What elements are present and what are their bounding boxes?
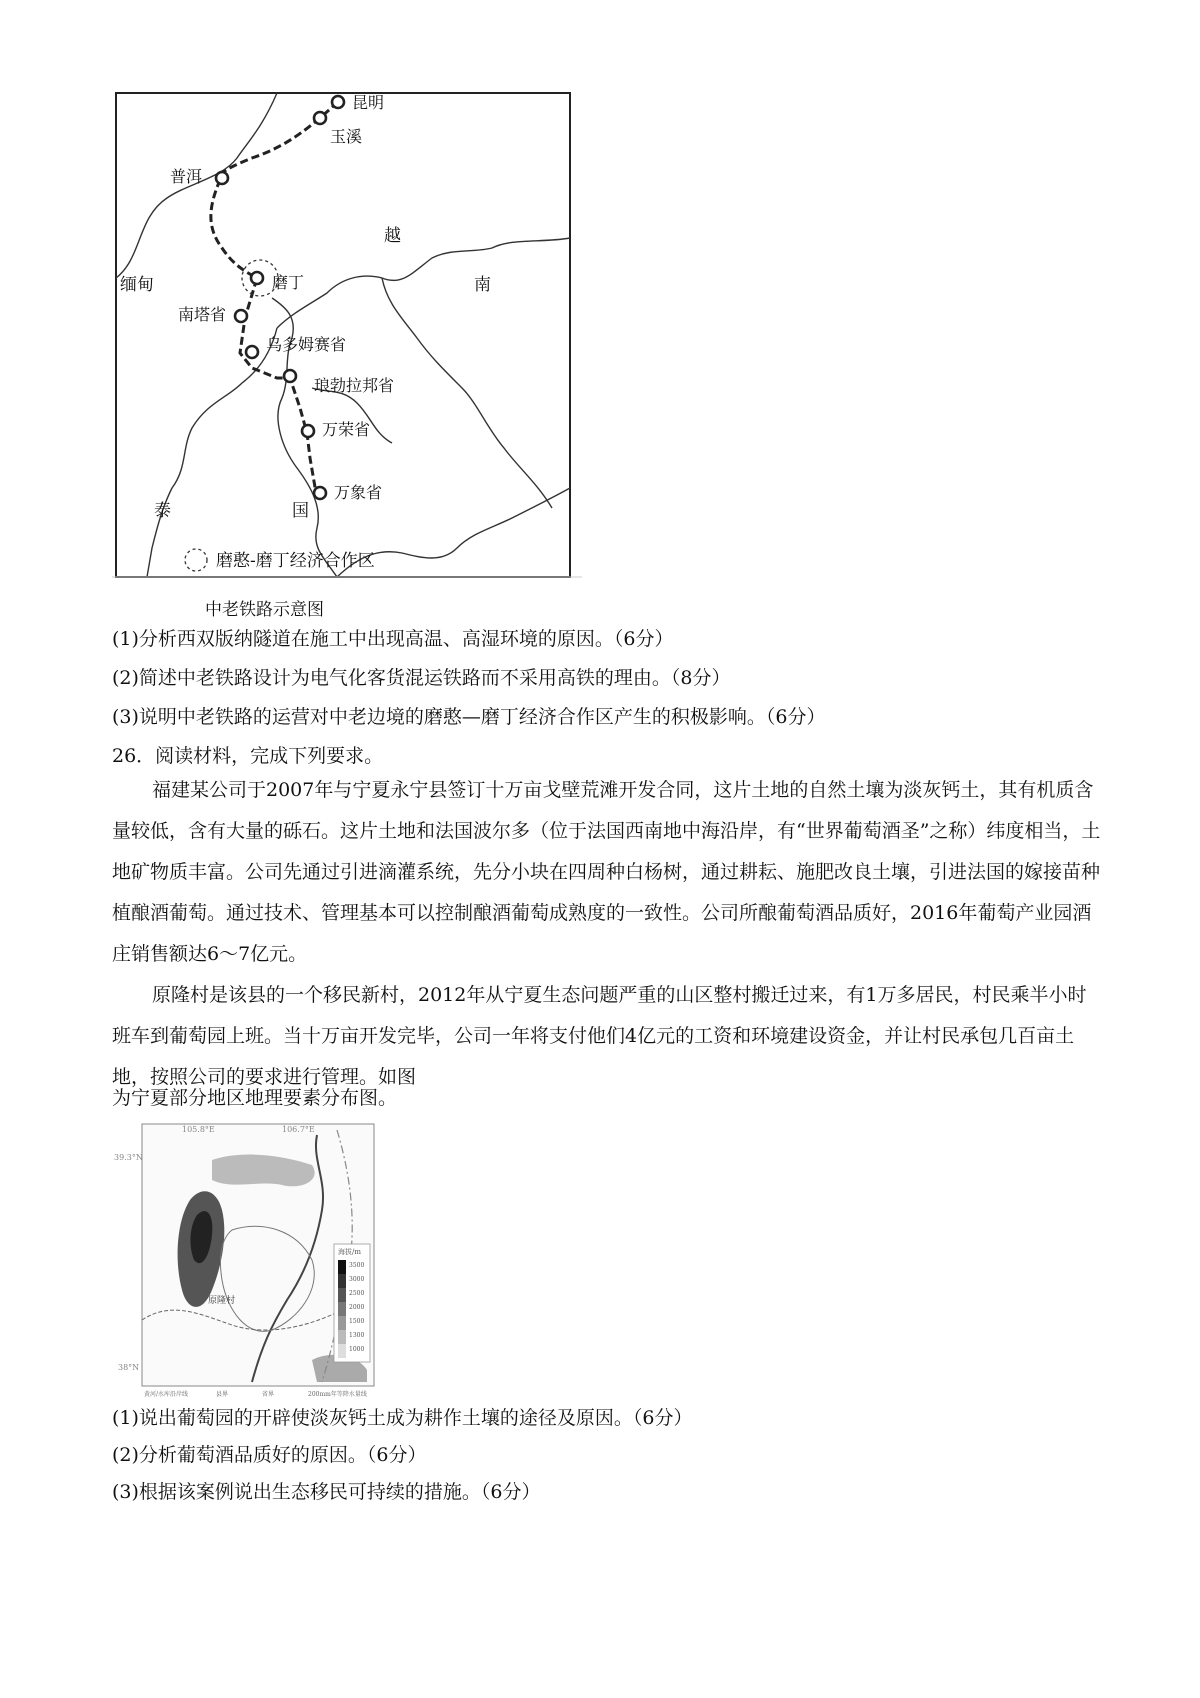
- border-line: [382, 278, 552, 508]
- station-label: 昆明: [352, 93, 385, 112]
- question-26-heading: 26．阅读材料，完成下列要求。: [112, 745, 384, 767]
- country-label: 越: [384, 226, 401, 246]
- elevation-legend: [334, 1244, 370, 1362]
- station-label: 磨丁: [272, 273, 305, 292]
- country-label: 缅甸: [120, 275, 154, 295]
- border-line: [277, 238, 570, 328]
- station-marker: [314, 112, 326, 124]
- elevation-value: 3500: [349, 1262, 365, 1269]
- latitude-label: 39.3°N: [114, 1153, 143, 1162]
- border-line: [147, 328, 277, 577]
- latitude-label: 38°N: [118, 1363, 140, 1372]
- station-marker: [251, 272, 263, 284]
- map-bottom-legend: 省界: [262, 1391, 275, 1398]
- map-bottom-legend: 县界: [216, 1391, 229, 1398]
- station-label: 普洱: [170, 167, 203, 186]
- station-marker: [235, 310, 247, 322]
- elevation-value: 2500: [349, 1290, 365, 1297]
- station-marker: [216, 172, 228, 184]
- question-25-2: (2)简述中老铁路设计为电气化客货混运铁路而不采用高铁的理由。（8分）: [112, 667, 731, 689]
- station-marker: [332, 96, 344, 108]
- country-label: 泰: [154, 501, 171, 521]
- question-26-1: (1)说出葡萄园的开辟使淡灰钙土成为耕作土壤的途径及原因。（6分）: [112, 1407, 693, 1429]
- station-label: 乌多姆赛省: [266, 335, 347, 354]
- legend-zone-icon: [185, 549, 207, 571]
- station-label: 玉溪: [330, 127, 363, 146]
- station-marker: [284, 370, 296, 382]
- elevation-value: 2000: [349, 1304, 365, 1311]
- question-26-2: (2)分析葡萄酒品质好的原因。（6分）: [112, 1444, 427, 1466]
- longitude-label: 106.7°E: [282, 1125, 315, 1134]
- elevation-value: 1300: [349, 1332, 365, 1339]
- station-label: 万荣省: [322, 420, 371, 439]
- elevation-legend-title: 海拔/m: [338, 1248, 361, 1256]
- station-marker: [302, 425, 314, 437]
- china-laos-railway-map: [112, 88, 582, 640]
- longitude-label: 105.8°E: [182, 1125, 215, 1134]
- country-label: 南: [474, 275, 491, 295]
- ningxia-geography-map: [112, 1120, 412, 1405]
- material-paragraph-1: 福建某公司于2007年与宁夏永宁县签订十万亩戈壁荒滩开发合同，这片土地的自然土壤为淡灰钙土，其有机质含量较低，含有大量的砾石。这片土地和法国波尔多（位于法国西南地中海沿岸，有“世界葡萄酒圣”之称）纬度相当，土地矿物质丰富。公司先通过引进滴灌系统，先分小块在四周种白杨树，通过耕耘、施肥改良土壤，引进法国的嫁接苗种植酿酒葡萄。通过技术、管理基本可以控制酿酒葡萄成熟度的一致性。公司所酿葡萄酒品质好，2016年葡萄产业园酒庄销售额达6～7亿元。: [112, 779, 1101, 965]
- station-marker: [314, 487, 326, 499]
- station-label: 万象省: [334, 483, 383, 502]
- country-label: 国: [292, 501, 309, 521]
- elevation-value: 1500: [349, 1318, 365, 1325]
- village-label: 原隆村: [208, 1296, 236, 1306]
- station-label: 南塔省: [178, 305, 227, 324]
- legend-label: 磨憨-磨丁经济合作区: [216, 551, 375, 571]
- material-paragraph-3: 为宁夏部分地区地理要素分布图。: [112, 1087, 398, 1109]
- elevation-value: 1000: [349, 1346, 365, 1353]
- question-25-3: (3)说明中老铁路的运营对中老边境的磨憨—磨丁经济合作区产生的积极影响。（6分）: [112, 706, 826, 728]
- map-bottom-legend: 200mm年等降水量线: [308, 1391, 367, 1398]
- elevation-value: 3000: [349, 1276, 365, 1283]
- map-caption: 中老铁路示意图: [205, 600, 324, 620]
- question-26-3: (3)根据该案例说出生态移民可持续的措施。（6分）: [112, 1481, 541, 1503]
- station-marker: [246, 346, 258, 358]
- material-paragraph-2: 原隆村是该县的一个移民新村，2012年从宁夏生态问题严重的山区整村搬迁过来，有1万多居民，村民乘半小时班车到葡萄园上班。当十万亩开发完毕，公司一年将支付他们4亿元的工资和环境建设资金，并让村民承包几百亩土地，按照公司的要求进行管理。如图: [112, 984, 1087, 1088]
- station-label: 琅勃拉邦省: [314, 376, 395, 395]
- map-bottom-legend: 黄河/水库沿岸线: [144, 1391, 189, 1398]
- question-25-1: (1)分析西双版纳隧道在施工中出现高温、高湿环境的原因。（6分）: [112, 628, 674, 650]
